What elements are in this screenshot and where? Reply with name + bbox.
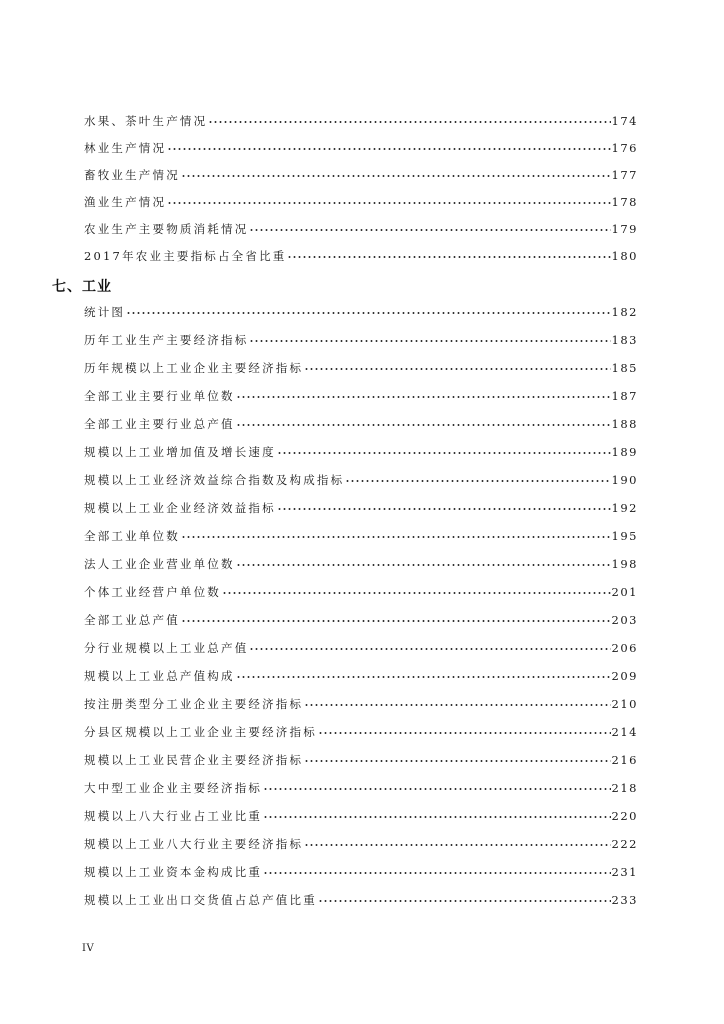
toc-entry[interactable] (84, 167, 638, 183)
toc-entry-page: 206 (611, 641, 638, 655)
dot-leader (181, 528, 611, 540)
dot-leader (277, 500, 611, 512)
toc-entry-page: 210 (611, 697, 638, 711)
toc-entry-page: 222 (611, 837, 638, 851)
toc-entry-page: 216 (611, 753, 638, 767)
toc-entry-title: 全部工业主要行业单位数 (84, 389, 235, 403)
toc-entry-page: 189 (611, 445, 638, 459)
dot-leader (249, 332, 610, 344)
toc-entry-title: 规模以上工业企业经济效益指标 (84, 501, 276, 515)
toc-entry-title: 全部工业单位数 (84, 529, 180, 543)
toc-entry[interactable] (84, 113, 638, 129)
toc-entry-title: 统计图 (84, 305, 126, 319)
toc-entry-title: 规模以上工业增加值及增长速度 (84, 445, 276, 459)
toc-entry-page: 177 (611, 168, 638, 182)
toc-entry[interactable] (84, 668, 638, 684)
toc-entry-page: 188 (611, 417, 638, 431)
dot-leader (249, 640, 610, 652)
toc-entry-page: 214 (611, 725, 638, 739)
toc-entry[interactable] (84, 416, 638, 432)
toc-entry[interactable] (84, 892, 638, 908)
toc-entry-title: 历年规模以上工业企业主要经济指标 (84, 361, 304, 375)
dot-leader (236, 556, 611, 568)
page-number: IV (82, 943, 95, 954)
dot-leader (318, 724, 611, 736)
toc-entry-title: 大中型工业企业主要经济指标 (84, 781, 263, 795)
dot-leader (222, 584, 611, 596)
dot-leader (236, 388, 611, 400)
toc-entry-title: 全部工业总产值 (84, 613, 180, 627)
toc-entry[interactable] (84, 500, 638, 516)
toc-entry-page: 201 (611, 585, 638, 599)
toc-entry[interactable] (84, 864, 638, 880)
dot-leader (304, 360, 610, 372)
toc-entry-title: 水果、茶叶生产情况 (84, 114, 208, 128)
toc-entry[interactable] (84, 724, 638, 740)
toc-entry[interactable] (84, 332, 638, 348)
toc-entry[interactable] (84, 388, 638, 404)
toc-entry[interactable] (84, 360, 638, 376)
toc-entry[interactable] (84, 752, 638, 768)
section-heading: 七、工业 (52, 279, 112, 295)
toc-entry-title: 按注册类型分工业企业主要经济指标 (84, 697, 304, 711)
toc-entry-page: 203 (611, 613, 638, 627)
toc-entry-title: 分县区规模以上工业企业主要经济指标 (84, 725, 317, 739)
toc-entry-page: 220 (611, 809, 638, 823)
toc-entry-page: 231 (611, 865, 638, 879)
toc-entry[interactable] (84, 221, 638, 237)
toc-entry-title: 规模以上八大行业占工业比重 (84, 809, 263, 823)
toc-entry[interactable] (84, 696, 638, 712)
toc-entry[interactable] (84, 194, 638, 210)
dot-leader (236, 416, 611, 428)
toc-entry-page: 182 (611, 305, 638, 319)
dot-leader (277, 444, 611, 456)
toc-entry[interactable] (84, 808, 638, 824)
toc-entry[interactable] (84, 556, 638, 572)
toc-entry-title: 规模以上工业民营企业主要经济指标 (84, 753, 304, 767)
toc-entry-page: 178 (611, 195, 638, 209)
toc-entry-title: 法人工业企业营业单位数 (84, 557, 235, 571)
toc-entry-title: 分行业规模以上工业总产值 (84, 641, 249, 655)
toc-entry[interactable] (84, 528, 638, 544)
dot-leader (318, 892, 611, 904)
dot-leader (287, 248, 610, 260)
toc-entry-page: 209 (611, 669, 638, 683)
dot-leader (249, 221, 610, 233)
dot-leader (304, 696, 610, 708)
toc-entry-title: 规模以上工业资本金构成比重 (84, 865, 263, 879)
dot-leader (263, 780, 610, 792)
toc-entry-page: 195 (611, 529, 638, 543)
toc-entry-title: 2017年农业主要指标占全省比重 (84, 249, 287, 263)
dot-leader (345, 472, 610, 484)
toc-entry-page: 233 (611, 893, 638, 907)
dot-leader (236, 668, 611, 680)
toc-entry-page: 176 (611, 141, 638, 155)
dot-leader (263, 808, 610, 820)
toc-entry[interactable] (84, 584, 638, 600)
toc-entry[interactable] (84, 780, 638, 796)
dot-leader (304, 752, 610, 764)
dot-leader (208, 113, 610, 125)
toc-entry-title: 规模以上工业出口交货值占总产值比重 (84, 893, 317, 907)
toc-entry-page: 218 (611, 781, 638, 795)
toc-entry-title: 历年工业生产主要经济指标 (84, 333, 249, 347)
dot-leader (181, 167, 611, 179)
toc-entry-title: 规模以上工业八大行业主要经济指标 (84, 837, 304, 851)
toc-entry-page: 174 (611, 114, 638, 128)
toc-entry[interactable] (84, 640, 638, 656)
toc-entry[interactable] (84, 836, 638, 852)
toc-entry-title: 渔业生产情况 (84, 195, 167, 209)
toc-entry[interactable] (84, 304, 638, 320)
toc-entry-page: 190 (611, 473, 638, 487)
dot-leader (263, 864, 610, 876)
dot-leader (304, 836, 610, 848)
dot-leader (181, 612, 611, 624)
toc-entry-page: 187 (611, 389, 638, 403)
toc-entry-title: 农业生产主要物质消耗情况 (84, 222, 249, 236)
toc-entry[interactable] (84, 444, 638, 460)
toc-entry-title: 全部工业主要行业总产值 (84, 417, 235, 431)
toc-entry-title: 畜牧业生产情况 (84, 168, 180, 182)
toc-entry[interactable] (84, 248, 638, 264)
toc-entry-page: 198 (611, 557, 638, 571)
toc-entry-page: 180 (611, 249, 638, 263)
toc-entry-page: 179 (611, 222, 638, 236)
dot-leader (126, 304, 610, 316)
toc-entry-title: 个体工业经营户单位数 (84, 585, 221, 599)
toc-entry-page: 192 (611, 501, 638, 515)
toc-entry[interactable] (84, 140, 638, 156)
toc-entry[interactable] (84, 612, 638, 628)
toc-entry-title: 林业生产情况 (84, 141, 167, 155)
dot-leader (167, 140, 610, 152)
toc-entry[interactable] (84, 472, 638, 488)
toc-entry-title: 规模以上工业经济效益综合指数及构成指标 (84, 473, 345, 487)
dot-leader (167, 194, 610, 206)
toc-entry-page: 183 (611, 333, 638, 347)
toc-entry-page: 185 (611, 361, 638, 375)
toc-entry-title: 规模以上工业总产值构成 (84, 669, 235, 683)
